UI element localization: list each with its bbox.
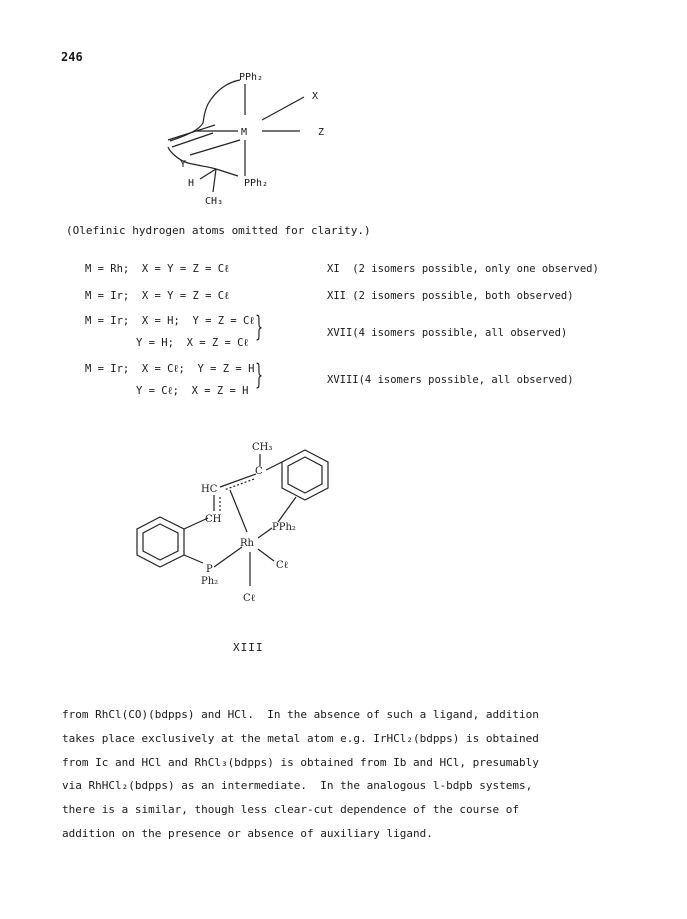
bond-y-m bbox=[190, 140, 240, 155]
label-cl-right: Cℓ bbox=[276, 560, 289, 571]
label-p-left: P bbox=[206, 564, 213, 575]
chain-arc bbox=[203, 80, 240, 123]
bond-c-h bbox=[200, 169, 216, 179]
assignment-3-result: XVII(4 isomers possible, all observed) bbox=[327, 327, 568, 339]
assignment-2-condition: M = Ir; X = Y = Z = Cℓ bbox=[85, 290, 230, 302]
bond-olefin-rh bbox=[230, 490, 247, 532]
assignment-3-condition-b: Y = H; X = Z = Cℓ bbox=[136, 337, 249, 349]
label-m: M bbox=[241, 127, 248, 138]
paragraph-line-4: via RhHCl₂(bdpps) as an intermediate. In the analogous l-bdpb systems, bbox=[62, 779, 533, 793]
right-benzene-inner bbox=[288, 457, 322, 493]
label-rh: Rh bbox=[240, 538, 254, 549]
label-ph2-left: Ph₂ bbox=[201, 576, 219, 587]
assignment-4-condition-a: M = Ir; X = Cℓ; Y = Z = H bbox=[85, 363, 255, 375]
bond-c-ring bbox=[266, 462, 282, 470]
assignment-2-result: XII (2 isomers possible, both observed) bbox=[327, 290, 574, 302]
label-ch3-2: CH₃ bbox=[252, 442, 273, 453]
label-cl-bottom: Cℓ bbox=[243, 593, 256, 604]
bond-p-ring bbox=[278, 497, 296, 522]
label-ch: CH bbox=[205, 514, 222, 525]
left-benzene-inner bbox=[143, 524, 178, 560]
label-c: C bbox=[255, 466, 263, 477]
brace-3: } bbox=[255, 310, 264, 343]
assignment-4-condition-b: Y = Cℓ; X = Z = H bbox=[136, 385, 249, 397]
assignment-1-result: XI (2 isomers possible, only one observed) bbox=[327, 263, 599, 275]
label-x: X bbox=[312, 91, 319, 102]
assignment-3-condition-a: M = Ir; X = H; Y = Z = Cℓ bbox=[85, 315, 255, 327]
brace-4: } bbox=[255, 358, 264, 391]
figure-1-caption: (Olefinic hydrogen atoms omitted for clarity.) bbox=[66, 224, 371, 237]
label-ch3: CH₃ bbox=[205, 196, 224, 207]
compound-label-xiii: XIII bbox=[233, 641, 264, 654]
label-h: H bbox=[188, 178, 195, 189]
assignment-4-result: XVIII(4 isomers possible, all observed) bbox=[327, 374, 574, 386]
bond-rh-cl bbox=[258, 549, 274, 561]
assignment-1-condition: M = Rh; X = Y = Z = Cℓ bbox=[85, 263, 230, 275]
page-number: 246 bbox=[61, 50, 83, 64]
label-pph2-right: PPh₂ bbox=[272, 522, 296, 533]
bond-m-x bbox=[262, 97, 304, 120]
label-pph2-top: PPh₂ bbox=[239, 72, 264, 83]
paragraph-line-1: from RhCl(CO)(bdpps) and HCl. In the absence of such a ligand, addition bbox=[62, 708, 539, 721]
bond-p-rh bbox=[214, 547, 242, 567]
label-pph2-bottom: PPh₂ bbox=[244, 178, 269, 189]
paragraph-line-6: addition on the presence or absence of auxiliary ligand. bbox=[62, 826, 433, 840]
olefin-bond-1 bbox=[168, 125, 215, 140]
body-paragraph bbox=[62, 703, 582, 846]
label-z: Z bbox=[318, 127, 325, 138]
label-hc: HC bbox=[201, 484, 218, 495]
olefin-bond-2 bbox=[172, 133, 213, 147]
bond-c-ch3 bbox=[213, 169, 216, 192]
figure-2-structure bbox=[137, 450, 328, 586]
paragraph-line-5: there is a similar, though less clear-cut dependence of the course of bbox=[62, 803, 519, 817]
paragraph-line-2: takes place exclusively at the metal atom e.g. IrHCl₂(bdpps) is obtained bbox=[62, 731, 539, 745]
paragraph-line-3: from Ic and HCl and RhCl₃(bdpps) is obtained from Ib and HCl, presumably bbox=[62, 755, 539, 769]
chain-lower bbox=[168, 147, 216, 169]
bond-c-p bbox=[216, 169, 238, 176]
label-y: Y bbox=[180, 159, 187, 170]
bond-rh-p bbox=[258, 528, 272, 538]
bond-ring-p bbox=[184, 555, 203, 563]
